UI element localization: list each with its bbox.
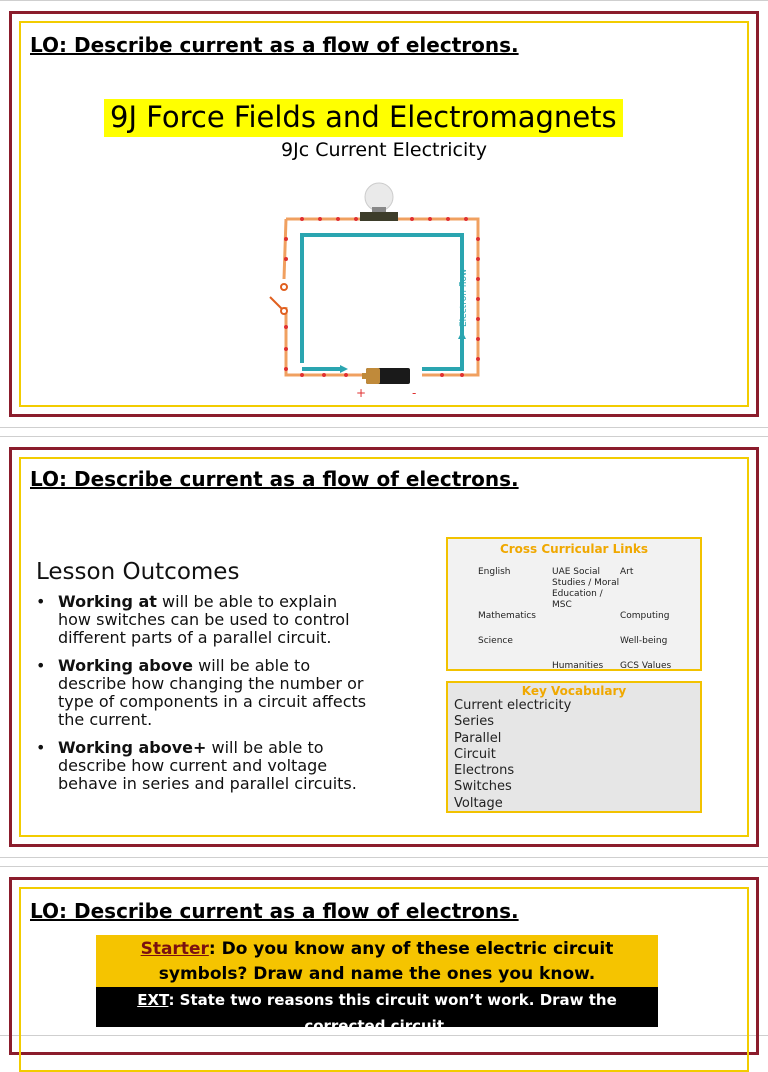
table-cell: GCS Values — [620, 661, 672, 671]
plus-sign: + — [356, 386, 367, 400]
learning-objective: LO: Describe current as a flow of electrons. — [30, 33, 519, 57]
table-cell: Science — [478, 636, 513, 646]
table-cell — [552, 636, 620, 661]
minus-sign: - — [412, 386, 417, 400]
circuit-diagram — [262, 179, 488, 401]
slide-1 — [0, 0, 768, 428]
slide-3 — [0, 866, 768, 1036]
list-item: Parallel — [454, 730, 502, 746]
ext-label: EXT — [137, 991, 169, 1009]
key-vocabulary — [446, 681, 702, 813]
table-cell: Mathematics — [478, 611, 536, 621]
learning-objective: LO: Describe current as a flow of electrons. — [30, 899, 519, 923]
lesson-outcomes-heading: Lesson Outcomes — [36, 559, 240, 585]
list-item: Voltage — [454, 795, 503, 811]
table-cell: English — [478, 567, 511, 577]
table-cell: UAE Social Studies / Moral Education / MSC — [552, 567, 620, 610]
battery-icon — [362, 368, 410, 384]
extension-box — [96, 987, 658, 1035]
list-item: • Working at will be able to explain how switches can be used to control different parts of a parallel circuit. — [36, 592, 350, 647]
starter-box — [96, 935, 658, 987]
ext-text: : State two reasons this circuit won’t work. Draw the corrected circuit. — [168, 991, 617, 1035]
cross-curricular-title: Cross Curricular Links — [499, 542, 649, 556]
learning-objective: LO: Describe current as a flow of electrons. — [30, 467, 519, 491]
list-item: Circuit — [454, 746, 496, 762]
list-item: Electrons — [454, 763, 515, 779]
electron-flow-label: Electron flow — [459, 268, 469, 327]
table-cell: Humanities — [552, 661, 604, 671]
list-item: Series — [454, 714, 494, 730]
table-cell: Well-being — [620, 636, 668, 646]
list-item: Switches — [454, 779, 512, 795]
lesson-outcomes-list — [32, 593, 372, 803]
table-cell: Computing — [620, 611, 670, 621]
table-cell: Art — [620, 567, 634, 577]
list-item: • Working above+ will be able to describe how current and voltage behave in series and parallel circuits. — [36, 738, 357, 793]
key-vocabulary-list — [448, 698, 700, 812]
list-item: • Working above will be able to describe how changing the number or type of components in a circuit affects the current. — [36, 656, 367, 729]
slide-title: 9J Force Fields and Electromagnets — [104, 99, 623, 137]
slide-2 — [0, 436, 768, 858]
key-vocabulary-title: Key Vocabulary — [521, 684, 627, 698]
cross-curricular-links — [446, 537, 702, 671]
cross-curricular-table — [478, 567, 690, 686]
starter-label: Starter — [140, 939, 209, 959]
electron-dots — [284, 217, 480, 377]
bulb-icon — [360, 183, 398, 221]
starter-text: : Do you know any of these electric circuit symbols? Draw and name the ones you know. — [158, 939, 614, 984]
table-cell — [552, 611, 620, 636]
list-item: Current electricity — [454, 698, 572, 713]
slide-subtitle: 9Jc Current Electricity — [281, 139, 487, 161]
switch-icon — [270, 284, 287, 314]
